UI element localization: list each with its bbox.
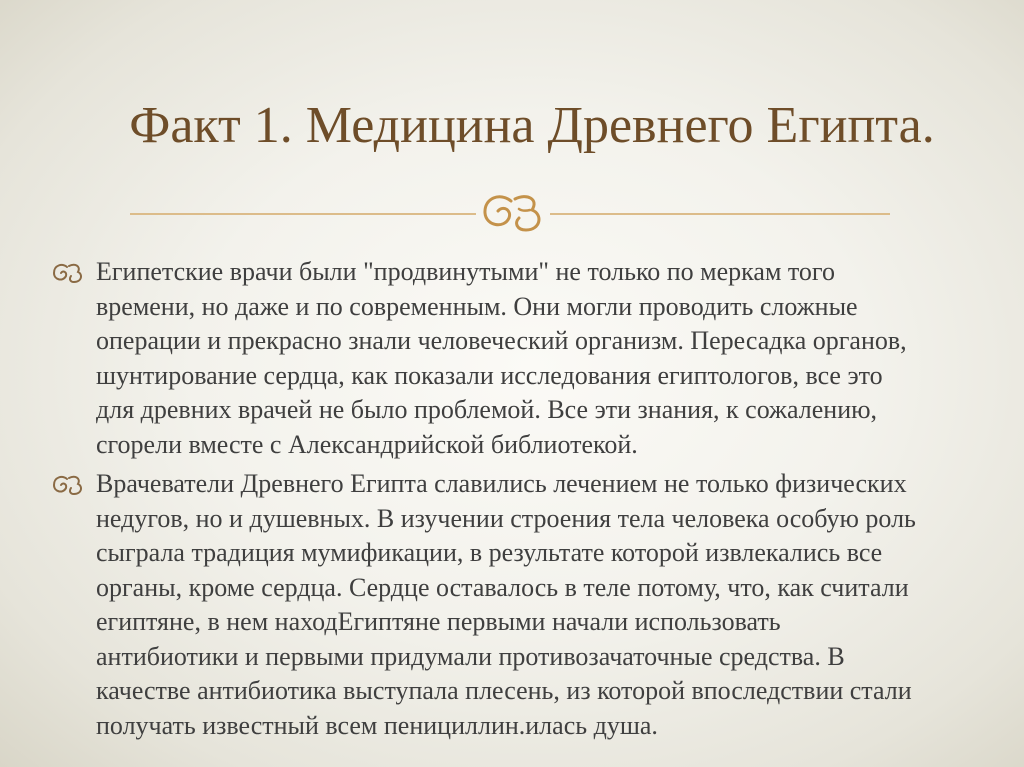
bullet-text-line: для древних врачей не было проблемой. Все эти знания, к сожалению, (96, 395, 878, 424)
bullet-text-line: операции и прекрасно знали человеческий организм. Пересадка органов, (96, 326, 907, 355)
bullet-text-line: Врачеватели Древнего Египта славились лечением не только физических (96, 469, 907, 498)
bullet-text-line: антибиотики и первыми придумали противозачаточные средства. В (96, 641, 845, 671)
slide-title: Факт 1. Медицина Древнего Египта. (129, 97, 935, 154)
bullet-text-line: шунтирование сердца, как показали исследования египтологов, все это (96, 360, 883, 390)
bullet-text-line: египтяне, в нем находЕгиптяне первыми начали использовать (96, 607, 781, 636)
bullet-item (0, 255, 1024, 462)
title-divider (0, 190, 1024, 238)
divider-line-right (550, 213, 890, 215)
divider-line-left (130, 213, 476, 215)
bullet-text-line: получать известный всем пенициллин.илась душа. (96, 710, 658, 740)
bullet-text-line: Египетские врачи были "продвинутыми" не только по меркам того (96, 257, 835, 286)
bullet-text-line: времени, но даже и по современным. Они могли проводить сложные (96, 291, 858, 321)
flourish-bullet-icon (52, 474, 84, 496)
bullet-text-line: сгорели вместе с Александрийской библиотекой. (96, 429, 638, 459)
bullet-text-line: органы, кроме сердца. Сердце оставалось в теле потому, что, как считали (96, 572, 909, 602)
bullet-text-line: качестве антибиотика выступала плесень, из которой впоследствии стали (96, 676, 912, 705)
bullet-text-line: сыграла традиция мумификации, в результате которой извлекались все (96, 538, 883, 567)
bullet-text-line: недугов, но и душевных. В изучении строения тела человека особую роль (96, 503, 916, 533)
bullet-list (0, 255, 1024, 748)
flourish-bullet-icon (52, 262, 84, 284)
bullet-item (0, 467, 1024, 743)
flourish-ornament-icon (480, 192, 546, 234)
